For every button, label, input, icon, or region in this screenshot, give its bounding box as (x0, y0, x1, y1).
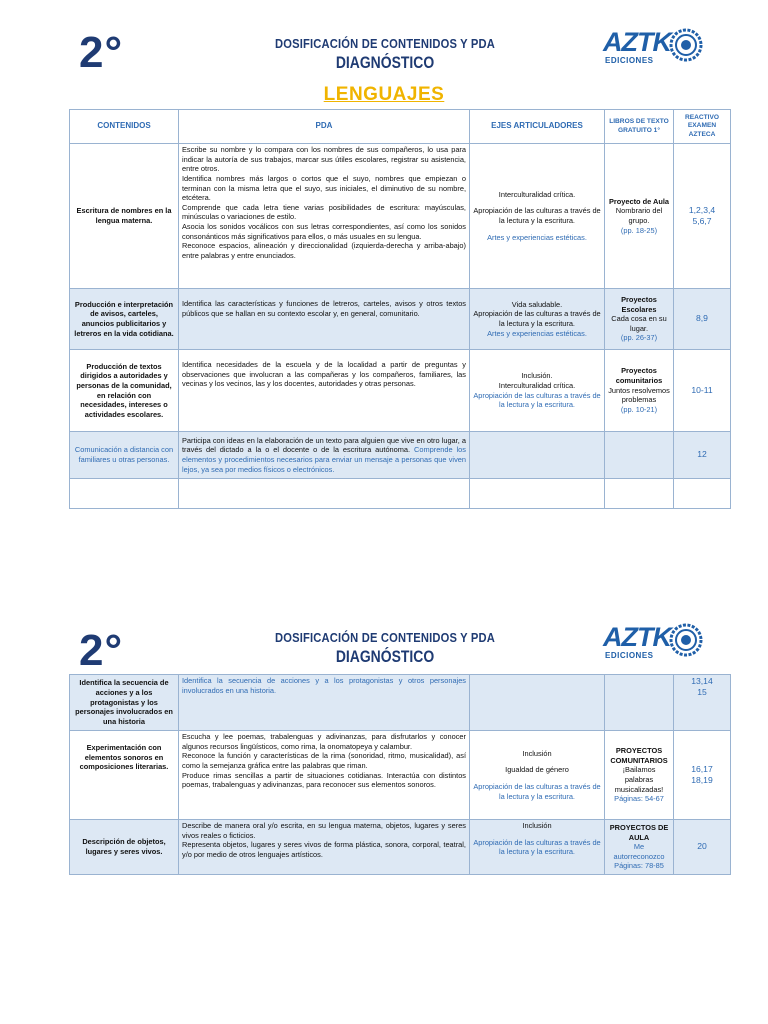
contenido-cell: Identifica la secuencia de acciones y a los protagonistas y los personajes involucrados en una historia (70, 675, 179, 731)
eje-item: Interculturalidad crítica. (498, 380, 576, 390)
logo-text: AZTK (603, 622, 671, 652)
libro-pages: Páginas: 78-85 (614, 861, 664, 871)
libro-pages: (pp. 18-25) (620, 225, 658, 235)
contenido-cell: Producción de textos dirigidos a autoridades y personas de la comunidad, en relación con necesidades, intereses o actividades escolares. (70, 350, 179, 432)
contenido-cell: Escritura de nombres en la lengua materna. (70, 144, 179, 289)
reactivo-value: 5,6,7 (692, 216, 712, 226)
table-row (70, 820, 731, 875)
libro-cell (605, 820, 674, 875)
libro-title: Proyecto de Aula (608, 196, 670, 206)
pda-text: Comprende los elementos y procedimientos necesarios para enviar un mensaje a personas que viven lejos, ya sea por medios físicos o electrónicos. (182, 445, 466, 474)
ejes-cell (470, 289, 605, 350)
empty-cell (605, 479, 674, 509)
logo-subtext: EDICIONES (605, 56, 654, 65)
libro-name: Nombrario del grupo. (615, 206, 663, 225)
doc-subtitle: DIAGNÓSTICO (335, 647, 435, 666)
eje-item: Vida saludable. (511, 299, 563, 309)
contenido-cell: Producción e interpretación de avisos, carteles, anuncios publicitarios y letreros en la vida cotidiana. (70, 289, 179, 350)
doc-title: DOSIFICACIÓN DE CONTENIDOS Y PDA (274, 630, 496, 645)
logo-text: AZTK (603, 27, 671, 57)
ejes-cell (470, 675, 605, 731)
eje-item: Apropiación de las culturas a través de la lectura y la escritura. (473, 309, 601, 328)
reactivo-value: 18,19 (691, 775, 713, 785)
ejes-cell (470, 820, 605, 875)
header-contenidos: CONTENIDOS (70, 110, 179, 144)
header-reactivo: REACTIVO EXAMEN AZTECA (674, 110, 731, 144)
eje-item: Artes y experiencias estéticas. (487, 232, 587, 242)
eje-item: Igualdad de género (505, 765, 569, 775)
eje-item: Inclusión. (521, 371, 553, 381)
ejes-cell (470, 432, 605, 479)
grade-label: 2° (79, 28, 124, 77)
empty-cell (70, 479, 179, 509)
libro-title: PROYECTOS COMUNITARIOS (610, 746, 668, 765)
pda-text: Participa con ideas en la elaboración de un texto para alguien que vive en otro lugar, a través del dictado a la o el docente o de la escritura autónoma. (182, 435, 466, 455)
table-header-row (70, 110, 731, 144)
reactivo-value: 16,17 (691, 763, 713, 774)
empty-cell (674, 479, 731, 509)
reactivo-cell (674, 731, 731, 820)
dosificacion-table-1 (69, 109, 731, 509)
dosificacion-table-2 (69, 674, 731, 875)
header-ejes: EJES ARTICULADORES (470, 110, 605, 144)
eje-item: Apropiación de las culturas a través de la lectura y la escritura. (473, 390, 601, 410)
table-row (70, 432, 731, 479)
libro-title: Proyectos comunitarios (615, 366, 663, 386)
table-row (70, 289, 731, 350)
pda-cell: Identifica la secuencia de acciones y a los protagonistas y otros personajes involucrados en una historia. (179, 675, 470, 731)
contenido-cell: Descripción de objetos, lugares y seres vivos. (70, 820, 179, 875)
reactivo-value: 1,2,3,4 (688, 204, 716, 215)
table-row (70, 731, 731, 820)
reactivo-cell (674, 675, 731, 731)
libro-cell (605, 675, 674, 731)
libro-cell (605, 731, 674, 820)
libro-pages: (pp. 10-21) (620, 404, 658, 414)
libro-name: Juntos resolvemos problemas (608, 385, 670, 405)
libro-cell (605, 144, 674, 289)
reactivo-cell: 8,9 (674, 289, 731, 350)
pda-cell: Identifica necesidades de la escuela y de la localidad a partir de preguntas y observaciones que involucran a las compañeras y los compañeros, familiares, las vecinas y los vecinos, las y los docentes, autoridades y otras personas. (179, 350, 470, 432)
pda-cell (179, 432, 470, 479)
libro-pages: Páginas: 54-67 (614, 794, 664, 804)
libro-pages: (pp. 26-37) (620, 333, 658, 343)
eje-item: Apropiación de las culturas a través de la lectura y la escritura. (473, 782, 601, 801)
eje-item: Inclusión (522, 748, 552, 758)
reactivo-cell: 10-11 (674, 350, 731, 432)
eje-item: Apropiación de las culturas a través de la lectura y la escritura. (473, 206, 601, 225)
campo-formativo-title: LENGUAJES (323, 84, 445, 105)
grade-label: 2° (79, 626, 124, 675)
table-row (70, 675, 731, 731)
header-pda: PDA (179, 110, 470, 144)
aztec-calendar-icon (669, 623, 703, 657)
eje-item: Artes y experiencias estéticas. (487, 328, 587, 338)
aztk-logo (603, 622, 703, 666)
libro-cell (605, 432, 674, 479)
empty-cell (470, 479, 605, 509)
libro-name: Me autorreconozco (613, 842, 665, 861)
libro-name: ¡Bailamos palabras musicalizadas! (614, 765, 664, 794)
libro-title: PROYECTOS DE AULA (609, 822, 669, 842)
aztk-logo (603, 27, 703, 71)
reactivo-cell: 12 (674, 432, 731, 479)
reactivo-value: 15 (697, 687, 707, 698)
libro-cell (605, 350, 674, 432)
pda-cell: Escucha y lee poemas, trabalenguas y adivinanzas, para disfrutarlos y conocer algunos recursos lingüísticos, como rima, la onomatopeya y calambur. Reconoce la función y características de la rima (sonoridad, ritmo, musicalidad), así como la semejanza gráfica entre las palabras que riman. Produce rimas sencillas a partir de situaciones cotidianas. Interactúa con distintos poemas, trabalenguas y adivinanzas, para reconocer sus elementos sonoros. (179, 731, 470, 820)
aztec-calendar-icon (669, 28, 703, 62)
libro-cell (605, 289, 674, 350)
logo-subtext: EDICIONES (605, 651, 654, 660)
libro-title: Proyectos Escolares (621, 294, 657, 314)
ejes-cell (470, 144, 605, 289)
pda-cell: Escribe su nombre y lo compara con los nombres de sus compañeros, lo usa para indicar la autoría de sus trabajos, marcar sus útiles escolares, registrar su asistencia, entre otros. Identifica nombres más largos o cortos que el suyo, nombres que empiezan o terminan con la misma letra que el suyo, sus iniciales, el diminutivo de su nombre, etcétera. Comprende que cada letra tiene varias posibilidades de escritura: mayúsculas, minúsculas o variaciones de estilo. Asocia los sonidos vocálicos con sus letras correspondientes, así como los sonidos consonánticos más significativos para ellos, o más usuales en su lengua. Reconoce espacios, alineación y direccionalidad (izquierda-derecha y arriba-abajo) entre palabras y entre enunciados. (179, 144, 470, 289)
reactivo-value: 13,14 (691, 676, 713, 686)
eje-item: Apropiación de las culturas a través de la lectura y la escritura. (473, 837, 601, 857)
libro-name: Cada cosa en su lugar. (611, 314, 667, 333)
doc-subtitle: DIAGNÓSTICO (335, 53, 435, 72)
reactivo-cell: 20 (674, 820, 731, 875)
contenido-cell: Comunicación a distancia con familiares u otras personas. (70, 432, 179, 479)
doc-title: DOSIFICACIÓN DE CONTENIDOS Y PDA (274, 36, 496, 51)
eje-item: Interculturalidad crítica. (498, 189, 576, 199)
reactivo-cell (674, 144, 731, 289)
table-row (70, 350, 731, 432)
header-libros: LIBROS DE TEXTO GRATUITO 1° (605, 110, 674, 144)
ejes-cell (470, 350, 605, 432)
empty-cell (179, 479, 470, 509)
eje-item: Inclusión (522, 821, 552, 830)
table-row (70, 144, 731, 289)
table-row-empty (70, 479, 731, 509)
pda-cell: Identifica las características y funciones de letreros, carteles, avisos y otros textos públicos que se hallan en su contexto escolar y, en general, comunitario. (179, 289, 470, 350)
ejes-cell (470, 731, 605, 820)
contenido-cell: Experimentación con elementos sonoros en composiciones literarias. (70, 731, 179, 820)
pda-cell: Describe de manera oral y/o escrita, en su lengua materna, objetos, lugares y seres vivos reales o ficticios. Representa objetos, lugares y seres vivos de forma plástica, sonora, corporal, teatral, y/o por medio de otros lenguajes artísticos. (179, 820, 470, 875)
